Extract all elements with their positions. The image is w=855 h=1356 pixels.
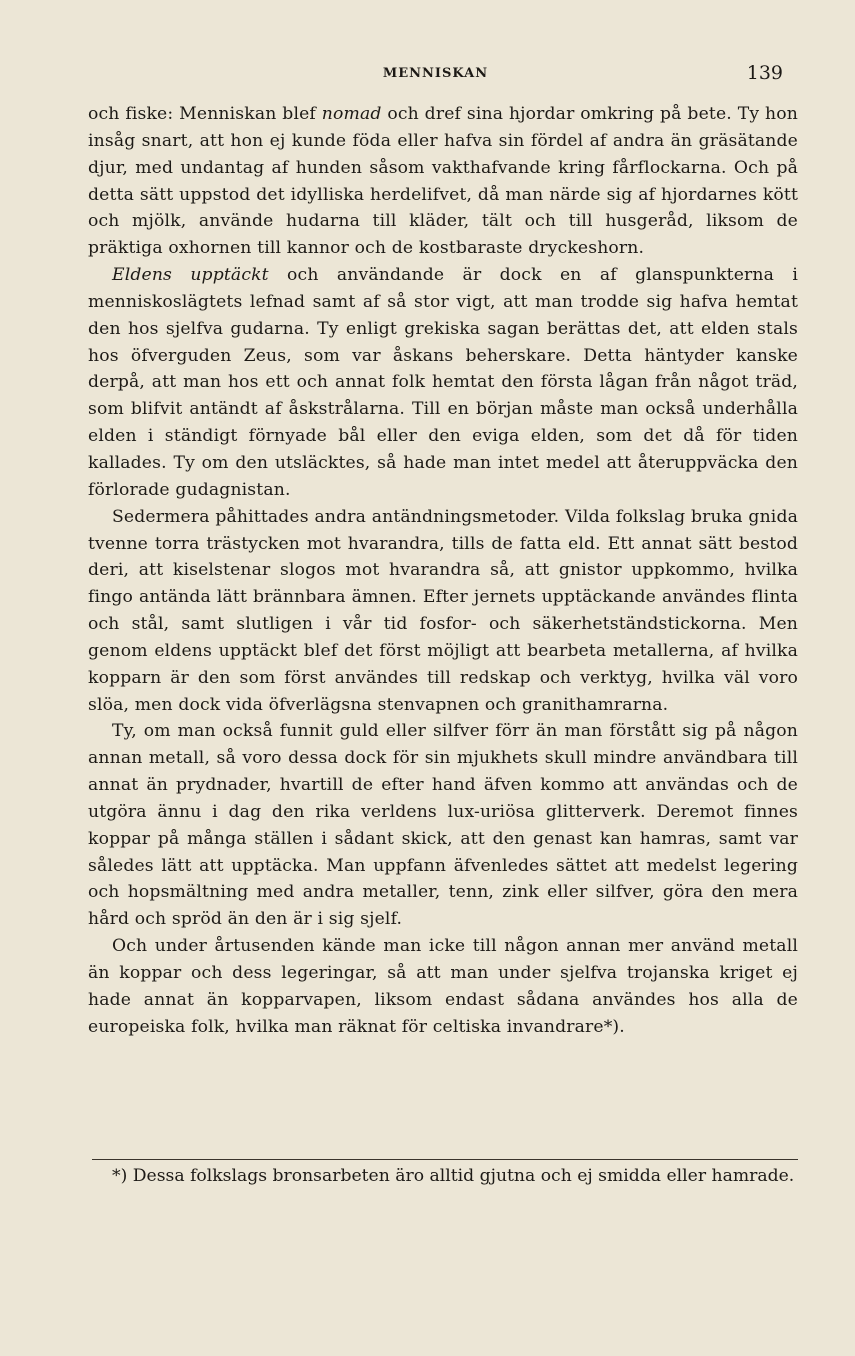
paragraph	[88, 504, 798, 719]
running-title: MENNISKAN	[382, 66, 489, 81]
text-segment: Och under årtusenden kände man icke till någon annan mer använd metall än koppar och dess legeringar, så att man under sjelfva trojanska kriget ej hade annat än kopparvapen, liksom endast sådana användes hos alla de europeiska folk, hvilka man räknat för celtiska invandrare*).	[88, 936, 798, 1037]
footnote-text: *) Dessa folkslags bronsarbeten äro alltid gjutna och ej smidda eller hamrade.	[112, 1166, 795, 1186]
italic-term: Eldens upptäckt	[112, 265, 269, 286]
paragraph	[88, 101, 798, 262]
text-segment: och användande är dock en af glanspunkterna i menniskoslägtets lefnad samt af så stor vigt, att man trodde sig hafva hemtat den hos sjelfva gudarna. Ty enligt grekiska sagan berättas det, att elden stals hos öfverguden Zeus, som var åskans beherskare. Detta häntyder kanske derpå, att man hos ett och annat folk hemtat den första lågan från något träd, som blifvit antändt af åskstrålarna. Till en början måste man också underhålla elden i ständigt förnyade bål eller den eviga elden, som det då för tiden kallades. Ty om den utsläcktes, så hade man intet medel att återuppväcka den förlorade gudagnistan.	[88, 265, 798, 500]
footnote-rule	[92, 1159, 798, 1160]
footnote	[88, 1163, 798, 1189]
paragraph	[88, 718, 798, 933]
paragraph	[88, 933, 798, 1040]
italic-term: nomad	[321, 104, 382, 124]
paragraph	[88, 262, 798, 504]
page-header	[88, 62, 783, 86]
page-number: 139	[746, 62, 783, 84]
text-segment: Sedermera påhittades andra antändningsmetoder. Vilda folkslag bruka gnida tvenne torra trästycken mot hvarandra, tills de fatta eld. Ett annat sätt bestod deri, att kiselstenar slogos mot hvarandra så, att gnistor uppkommo, hvilka fingo antända lätt brännbara ämnen. Efter jernets upptäckande användes flinta och stål, samt slutligen i vår tid fosfor- och säkerhetständstickorna. Men genom eldens upptäckt blef det först möjligt att bearbeta metallerna, af hvilka kopparn är den som först användes till redskap och verktyg, hvilka väl voro slöa, men dock vida öfverlägsna stenvapnen och granithamrarna.	[88, 506, 798, 715]
text-segment: Ty, om man också funnit guld eller silfver förr än man förstått sig på någon annan metall, så voro dessa dock för sin mjukhets skull mindre användbara till annat än prydnader, hvartill de efter hand äfven kommo att användas och de utgöra ännu i dag den rika verldens lux-uriösa glitterverk. Deremot finnes koppar på många ställen i sådant skick, att den genast kan hamras, samt var således lätt att upptäcka. Man uppfann äfvenledes sättet att medelst legering och hopsmältning med andra metaller, tenn, zink eller silfver, göra den mera hård och spröd än den är i sig sjelf.	[88, 721, 798, 930]
text-segment: och fiske: Menniskan blef	[88, 104, 322, 124]
text-segment: och dref sina hjordar omkring på bete. Ty hon insåg snart, att hon ej kunde föda eller hafva sin fördel af andra än gräsätande djur, med undantag af hunden såsom vakthafvande kring fårflockarna. Och på detta sätt uppstod det idylliska herdelifvet, då man närde sig af hjordarnes kött och mjölk, använde hudarna till kläder, tält och till husgeråd, liksom de präktiga oxhornen till kannor och de kostbaraste dryckeshorn.	[88, 104, 798, 259]
body-text	[88, 101, 798, 1041]
